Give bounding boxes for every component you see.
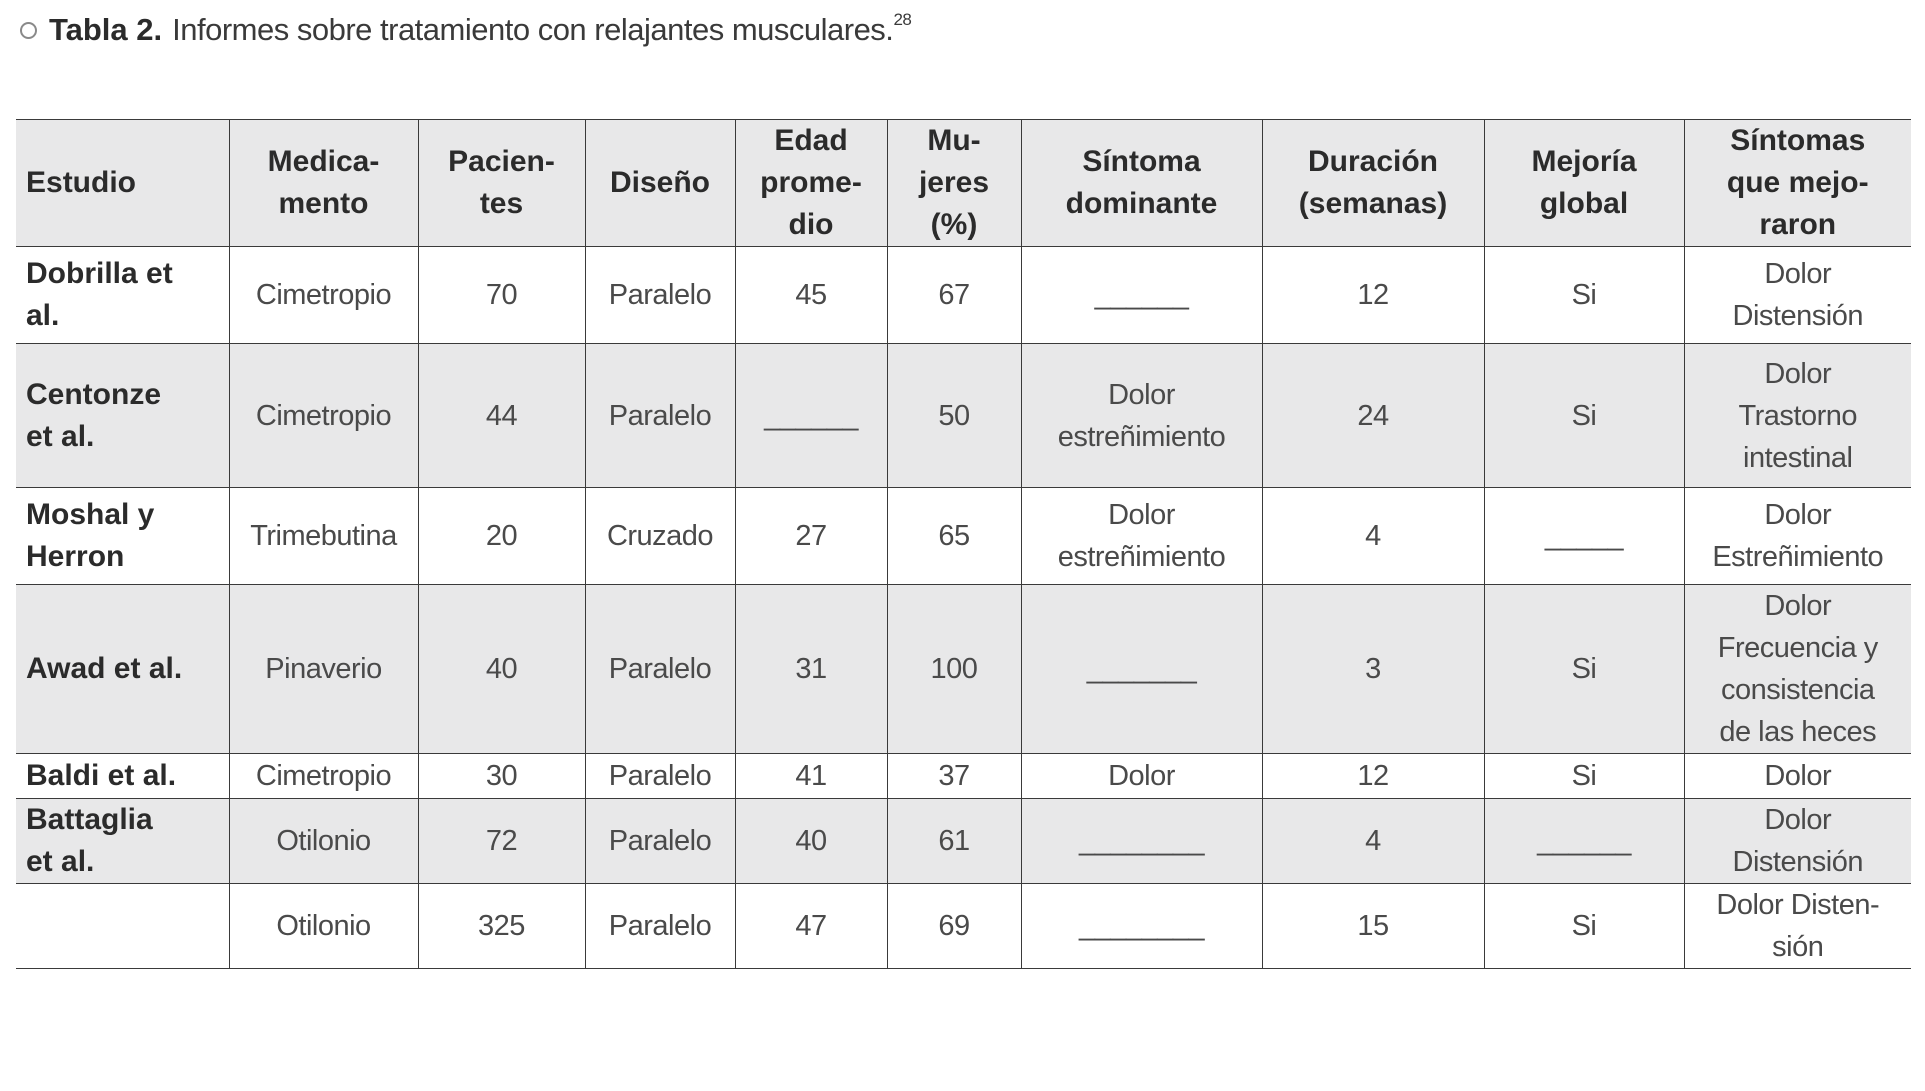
- header-line: Mu-: [927, 124, 981, 157]
- improved-symptoms-cell: [1684, 488, 1911, 585]
- cell-line: 31: [795, 653, 827, 685]
- cell-line: Estreñimiento: [1712, 541, 1884, 573]
- table-row: [16, 585, 1911, 754]
- cell-line: 24: [1357, 399, 1389, 432]
- cell-line: et al.: [26, 845, 95, 878]
- header-pacientes: [418, 120, 585, 247]
- global-improvement-cell: [1484, 799, 1684, 884]
- header-line: (%): [930, 208, 978, 241]
- cell-line: 72: [485, 825, 518, 857]
- cell-line: 69: [938, 910, 970, 942]
- patients-cell: [418, 344, 585, 488]
- age-cell: [735, 488, 887, 585]
- cell-line: 44: [485, 399, 518, 432]
- drug-cell: [229, 585, 418, 754]
- drug-cell: [229, 247, 418, 344]
- cell-line: ______: [1094, 279, 1189, 311]
- cell-line: 4: [1365, 825, 1381, 857]
- header-line: Medica-: [267, 145, 380, 178]
- caption-title: [172, 9, 912, 48]
- table-row: [16, 488, 1911, 585]
- drug-cell: [229, 488, 418, 585]
- cell-line: al.: [26, 299, 60, 332]
- cell-line: Paralelo: [608, 279, 712, 311]
- cell-line: Distensión: [1732, 300, 1863, 332]
- dominant-symptom-cell: [1021, 488, 1262, 585]
- design-cell: [585, 884, 735, 969]
- improved-symptoms-cell: [1684, 884, 1911, 969]
- header-line: que mejo-: [1726, 166, 1869, 199]
- header-estudio: [16, 120, 229, 247]
- circle-bullet-icon: [20, 22, 37, 39]
- global-improvement-cell: [1484, 488, 1684, 585]
- study-cell: [16, 799, 229, 884]
- drug-cell: [229, 799, 418, 884]
- table-caption: [20, 9, 912, 48]
- duration-cell: [1262, 344, 1484, 488]
- cell-line: _______: [1086, 653, 1197, 685]
- cell-line: Battaglia: [26, 803, 153, 836]
- cell-line: ______: [764, 399, 858, 432]
- cell-line: estreñimiento: [1057, 420, 1226, 453]
- women-cell: [887, 585, 1021, 754]
- age-cell: [735, 585, 887, 754]
- global-improvement-cell: [1484, 344, 1684, 488]
- header-mejoria-global: [1484, 120, 1684, 247]
- design-cell: [585, 344, 735, 488]
- header-medicamento: [229, 120, 418, 247]
- duration-cell: [1262, 884, 1484, 969]
- cell-line: Trastorno: [1738, 399, 1858, 432]
- dominant-symptom-cell: [1021, 884, 1262, 969]
- header-line: mento: [278, 187, 369, 220]
- cell-line: Paralelo: [608, 760, 712, 792]
- age-cell: [735, 884, 887, 969]
- patients-cell: [418, 488, 585, 585]
- cell-line: 12: [1357, 760, 1389, 792]
- improved-symptoms-cell: [1684, 754, 1911, 799]
- header-edad-promedio: [735, 120, 887, 247]
- study-cell: [16, 585, 229, 754]
- improved-symptoms-cell: [1684, 344, 1911, 488]
- header-duracion: [1262, 120, 1484, 247]
- design-cell: [585, 585, 735, 754]
- women-cell: [887, 884, 1021, 969]
- cell-line: 15: [1357, 910, 1389, 942]
- table-row: [16, 247, 1911, 344]
- duration-cell: [1262, 585, 1484, 754]
- caption-title-text: Informes sobre tratamiento con relajantes musculares.: [172, 12, 894, 47]
- age-cell: [735, 247, 887, 344]
- study-cell: [16, 247, 229, 344]
- cell-line: ______: [1537, 825, 1631, 857]
- cell-line: Dolor: [1764, 804, 1832, 836]
- header-line: global: [1539, 187, 1629, 220]
- cell-line: 40: [485, 653, 518, 685]
- cell-line: ________: [1078, 825, 1205, 857]
- cell-line: 67: [938, 279, 970, 311]
- cell-line: de las heces: [1719, 716, 1877, 748]
- drug-cell: [229, 884, 418, 969]
- header-sintoma-dominante: [1021, 120, 1262, 247]
- drug-cell: [229, 754, 418, 799]
- design-cell: [585, 754, 735, 799]
- header-line: Mejoría: [1531, 145, 1637, 178]
- women-cell: [887, 488, 1021, 585]
- design-cell: [585, 799, 735, 884]
- cell-line: Distensión: [1732, 846, 1863, 878]
- design-cell: [585, 247, 735, 344]
- table-row: [16, 799, 1911, 884]
- cell-line: consistencia: [1720, 674, 1875, 706]
- patients-cell: [418, 585, 585, 754]
- cell-line: Dolor: [1108, 499, 1175, 531]
- cell-line: estreñimiento: [1057, 541, 1226, 573]
- study-cell: [16, 884, 229, 969]
- age-cell: [735, 799, 887, 884]
- cell-line: Cimetropio: [255, 399, 392, 432]
- cell-line: Moshal y: [26, 498, 155, 531]
- age-cell: [735, 344, 887, 488]
- patients-cell: [418, 884, 585, 969]
- cell-line: 3: [1365, 653, 1381, 685]
- cell-line: 4: [1365, 520, 1381, 552]
- cell-line: Herron: [26, 540, 125, 573]
- cell-line: 41: [795, 760, 827, 792]
- cell-line: Paralelo: [608, 910, 712, 942]
- cell-line: Pinaverio: [265, 653, 382, 685]
- header-line: Duración: [1307, 145, 1439, 178]
- cell-line: Dolor: [1764, 499, 1832, 531]
- women-cell: [887, 754, 1021, 799]
- cell-line: sión: [1772, 931, 1824, 963]
- cell-line: Si: [1571, 653, 1597, 685]
- women-cell: [887, 799, 1021, 884]
- cell-line: 27: [795, 520, 827, 552]
- cell-line: Si: [1571, 760, 1597, 792]
- global-improvement-cell: [1484, 884, 1684, 969]
- header-line: jeres: [918, 166, 990, 199]
- age-cell: [735, 754, 887, 799]
- cell-line: Dobrilla et: [26, 257, 173, 290]
- design-cell: [585, 488, 735, 585]
- caption-label: Tabla 2.: [49, 12, 163, 47]
- cell-line: Dolor: [1764, 258, 1832, 290]
- cell-line: Paralelo: [608, 825, 712, 857]
- table-body: [16, 247, 1911, 969]
- cell-line: Dolor: [1108, 378, 1175, 411]
- cell-line: 100: [930, 653, 978, 685]
- drug-cell: [229, 344, 418, 488]
- global-improvement-cell: [1484, 247, 1684, 344]
- duration-cell: [1262, 247, 1484, 344]
- table-row: [16, 884, 1911, 969]
- dominant-symptom-cell: [1021, 247, 1262, 344]
- cell-line: 45: [795, 279, 827, 311]
- cell-line: Cruzado: [606, 520, 714, 552]
- header-line: (semanas): [1298, 187, 1448, 220]
- cell-line: _____: [1544, 520, 1624, 552]
- cell-line: 37: [938, 760, 970, 792]
- muscle-relaxant-table: [16, 119, 1911, 969]
- cell-line: 47: [795, 910, 827, 942]
- improved-symptoms-cell: [1684, 799, 1911, 884]
- cell-line: Dolor: [1764, 357, 1832, 390]
- cell-line: Otilonio: [276, 910, 371, 942]
- global-improvement-cell: [1484, 585, 1684, 754]
- patients-cell: [418, 754, 585, 799]
- cell-line: 61: [938, 825, 970, 857]
- cell-line: intestinal: [1743, 441, 1853, 474]
- study-cell: [16, 344, 229, 488]
- cell-line: Cimetropio: [255, 760, 392, 792]
- cell-line: Baldi et al.: [26, 759, 177, 792]
- cell-line: Awad et al.: [26, 652, 183, 685]
- header-line: Síntomas: [1730, 124, 1866, 157]
- cell-line: 30: [485, 760, 518, 792]
- header-line: Diseño: [609, 166, 711, 199]
- header-line: tes: [479, 187, 524, 220]
- cell-line: Centonze: [26, 377, 161, 411]
- cell-line: 65: [938, 520, 970, 552]
- header-mujeres: [887, 120, 1021, 247]
- cell-line: 50: [938, 399, 970, 432]
- cell-line: 20: [485, 520, 518, 552]
- study-cell: [16, 754, 229, 799]
- header-line: Estudio: [26, 166, 136, 199]
- cell-line: Cimetropio: [255, 279, 392, 311]
- dominant-symptom-cell: [1021, 585, 1262, 754]
- cell-line: Trimebutina: [250, 520, 397, 552]
- header-line: dominante: [1065, 187, 1218, 220]
- cell-line: Si: [1571, 399, 1597, 432]
- dominant-symptom-cell: [1021, 344, 1262, 488]
- improved-symptoms-cell: [1684, 585, 1911, 754]
- duration-cell: [1262, 799, 1484, 884]
- improved-symptoms-cell: [1684, 247, 1911, 344]
- header-line: Edad: [774, 124, 848, 157]
- table-row: [16, 754, 1911, 799]
- patients-cell: [418, 247, 585, 344]
- table-row: [16, 344, 1911, 488]
- cell-line: Dolor: [1108, 760, 1175, 792]
- cell-line: 70: [485, 279, 518, 311]
- cell-line: Si: [1571, 910, 1597, 942]
- cell-line: ________: [1078, 910, 1205, 942]
- dominant-symptom-cell: [1021, 754, 1262, 799]
- header-line: prome-: [760, 166, 862, 199]
- cell-line: et al.: [26, 419, 95, 453]
- cell-line: Dolor: [1764, 590, 1832, 622]
- women-cell: [887, 247, 1021, 344]
- cell-line: Dolor Disten-: [1716, 889, 1880, 921]
- caption-reference: 28: [893, 9, 912, 29]
- patients-cell: [418, 799, 585, 884]
- duration-cell: [1262, 488, 1484, 585]
- header-sintomas-que-mejoraron: [1684, 120, 1911, 247]
- cell-line: 325: [478, 910, 525, 942]
- dominant-symptom-cell: [1021, 799, 1262, 884]
- cell-line: 40: [795, 825, 827, 857]
- header-diseno: [585, 120, 735, 247]
- cell-line: Otilonio: [276, 825, 371, 857]
- cell-line: Paralelo: [608, 653, 712, 685]
- global-improvement-cell: [1484, 754, 1684, 799]
- header-row: [16, 120, 1911, 247]
- duration-cell: [1262, 754, 1484, 799]
- header-line: raron: [1759, 208, 1837, 241]
- women-cell: [887, 344, 1021, 488]
- header-line: dio: [788, 208, 834, 241]
- cell-line: 12: [1357, 279, 1389, 311]
- cell-line: Si: [1571, 279, 1597, 311]
- header-line: Síntoma: [1082, 145, 1201, 178]
- cell-line: Frecuencia y: [1717, 632, 1878, 664]
- cell-line: Paralelo: [608, 399, 712, 432]
- cell-line: Dolor: [1764, 760, 1832, 792]
- study-cell: [16, 488, 229, 585]
- header-line: Pacien-: [448, 145, 555, 178]
